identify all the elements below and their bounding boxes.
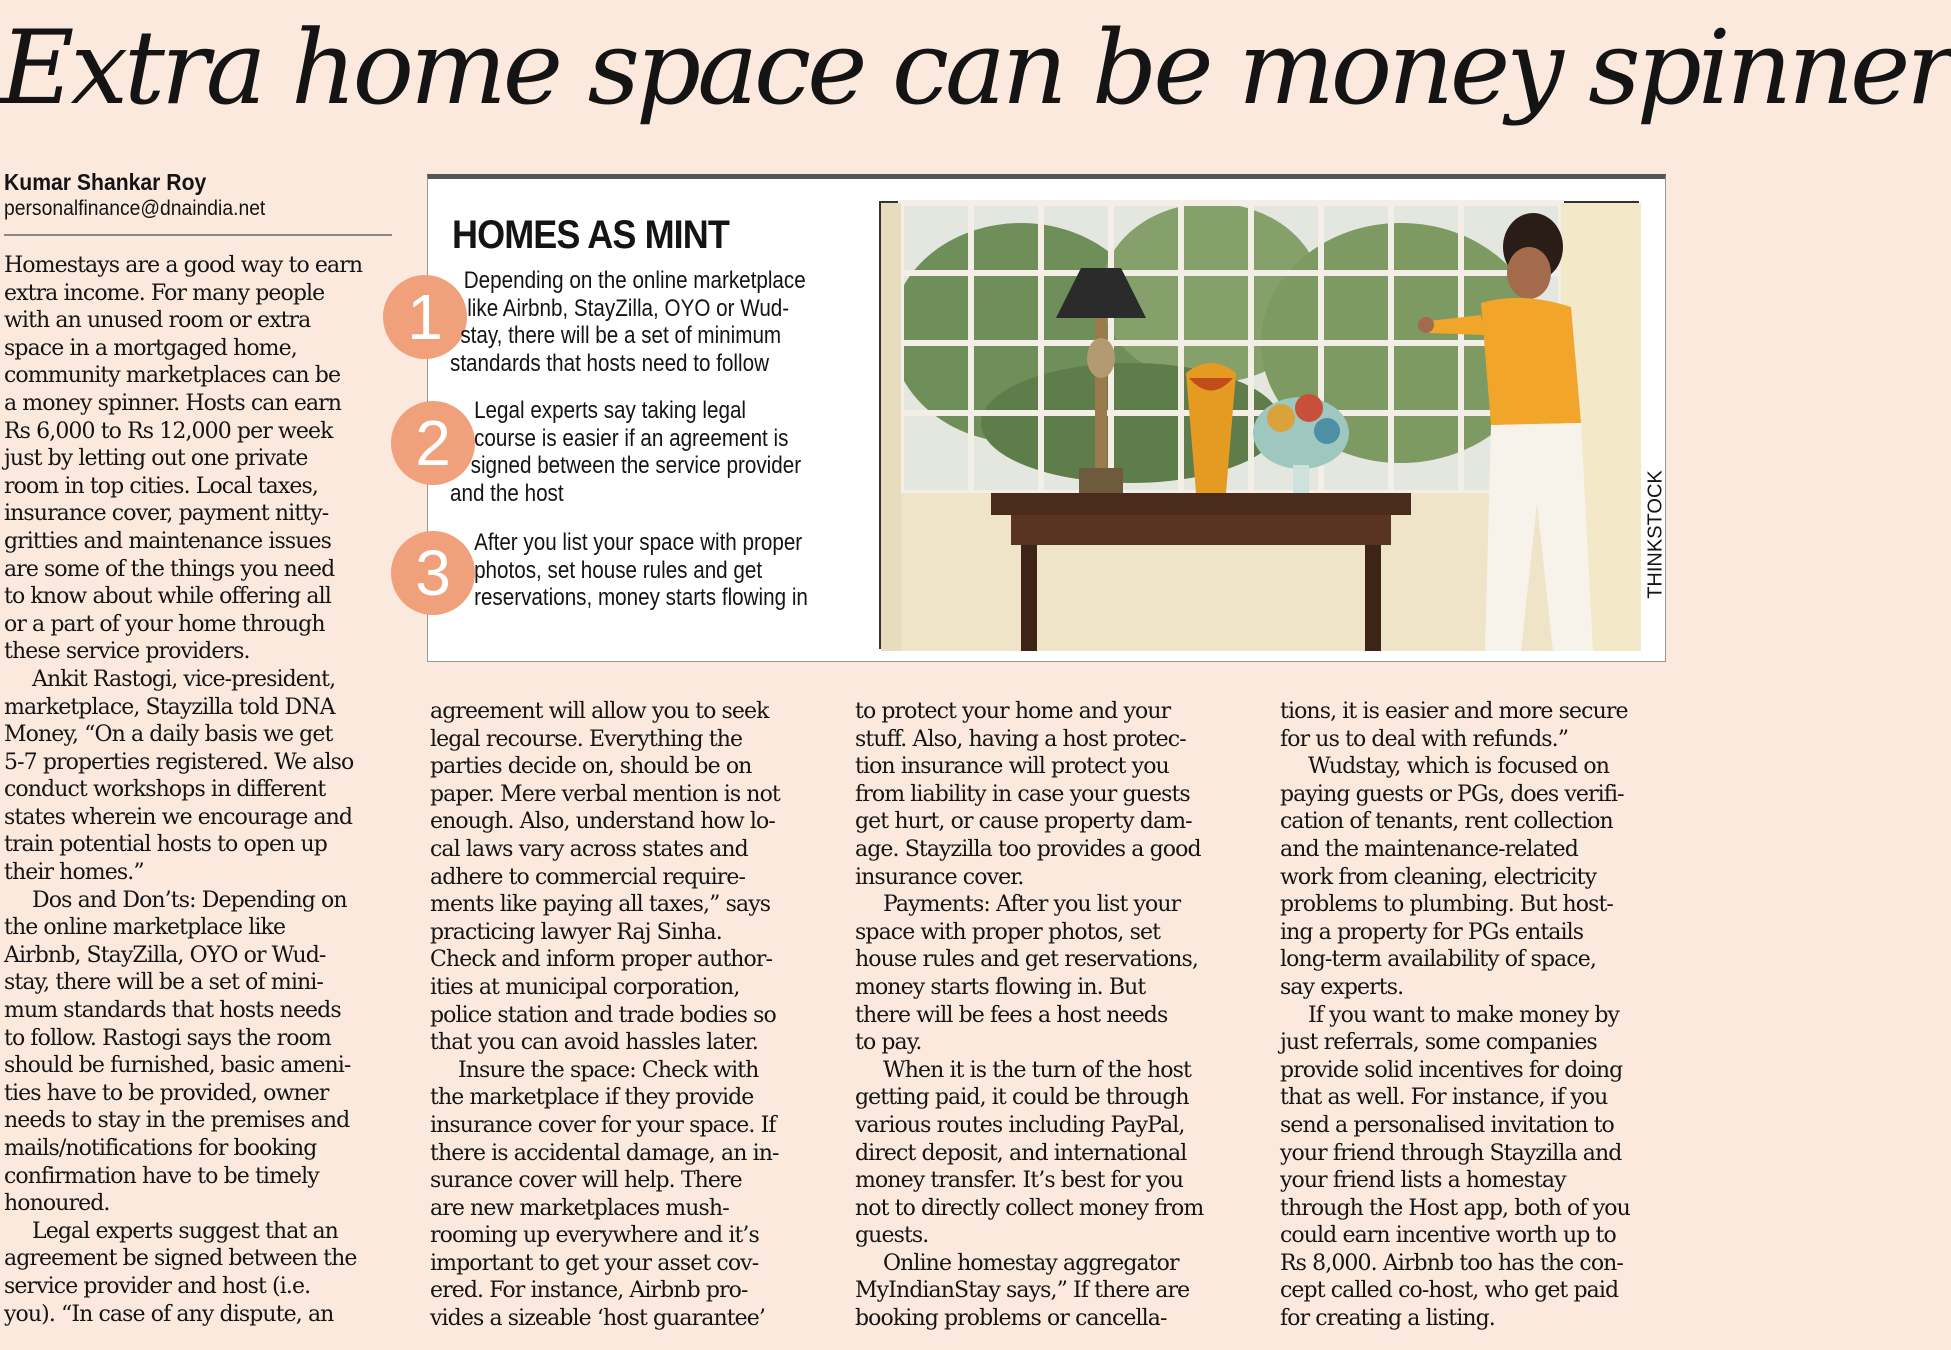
article-line: practicing lawyer Raj Sinha. bbox=[430, 919, 722, 945]
article-line: 5-7 properties registered. We also bbox=[4, 749, 354, 775]
article-line: cation of tenants, rent collection bbox=[1280, 809, 1613, 835]
box-title: HOMES AS MINT bbox=[452, 213, 729, 257]
article-line: with an unused room or extra bbox=[4, 308, 311, 334]
article-line: for creating a listing. bbox=[1280, 1306, 1495, 1332]
article-line: say experts. bbox=[1280, 974, 1404, 1000]
article-line: agreement will allow you to seek bbox=[430, 699, 769, 724]
article-line: tion insurance will protect you bbox=[855, 754, 1169, 780]
article-line: Dos and Don’ts: Depending on bbox=[32, 887, 347, 913]
article-line: to pay. bbox=[855, 1030, 922, 1056]
article-line: could earn incentive worth up to bbox=[1280, 1223, 1616, 1249]
article-line: through the Host app, both of you bbox=[1280, 1195, 1630, 1221]
article-line: Ankit Rastogi, vice-president, bbox=[32, 666, 336, 692]
article-line: important to get your asset cov- bbox=[430, 1250, 759, 1276]
article-line: Payments: After you list your bbox=[883, 892, 1181, 918]
photo-credit bbox=[1640, 419, 1666, 651]
article-line: long-term availability of space, bbox=[1280, 947, 1596, 973]
article-line: age. Stayzilla too provides a good bbox=[855, 836, 1201, 862]
article-line: from liability in case your guests bbox=[855, 781, 1190, 807]
point-2-line: Legal experts say taking legal bbox=[474, 397, 747, 424]
article-line: Homestays are a good way to earn bbox=[4, 253, 363, 278]
article-line: provide solid incentives for doing bbox=[1280, 1057, 1623, 1083]
article-line: vides a sizeable ‘host guarantee’ bbox=[430, 1306, 766, 1332]
point-2 bbox=[450, 397, 802, 507]
article-line: house rules and get reservations, bbox=[855, 947, 1198, 973]
article-line: marketplace, Stayzilla told DNA bbox=[4, 694, 335, 720]
article-line: there will be fees a host needs bbox=[855, 1002, 1168, 1028]
article-line: getting paid, it could be through bbox=[855, 1085, 1189, 1111]
article-line: not to directly collect money from bbox=[855, 1195, 1204, 1221]
article-line: Insure the space: Check with bbox=[458, 1057, 759, 1083]
article-line: mum standards that hosts needs bbox=[4, 998, 341, 1024]
point-2-line: course is easier if an agreement is bbox=[474, 424, 789, 452]
article-line: ities at municipal corporation, bbox=[430, 974, 740, 1000]
article-line: cept called co-host, who get paid bbox=[1280, 1278, 1619, 1304]
point-number-1: 1 bbox=[383, 275, 467, 359]
article-column-4 bbox=[1280, 698, 1680, 1333]
article-line: or a part of your home through bbox=[4, 611, 325, 637]
article-line: insurance cover, payment nitty- bbox=[4, 501, 329, 527]
article-line: gritties and maintenance issues bbox=[4, 528, 332, 554]
point-1-line: like Airbnb, StayZilla, OYO or Wud- bbox=[467, 294, 790, 322]
article-line: you). “In case of any dispute, an bbox=[4, 1301, 334, 1327]
article-line: needs to stay in the premises and bbox=[4, 1108, 350, 1134]
article-line: space with proper photos, set bbox=[855, 919, 1161, 945]
article-line: your friend lists a homestay bbox=[1280, 1168, 1566, 1194]
article-line: to follow. Rastogi says the room bbox=[4, 1025, 331, 1051]
article-line: When it is the turn of the host bbox=[883, 1057, 1191, 1083]
article-line: stay, there will be a set of mini- bbox=[4, 970, 323, 996]
article-line: for us to deal with refunds.” bbox=[1280, 726, 1569, 752]
article-line: the online marketplace like bbox=[4, 915, 286, 941]
article-line: confirmation have to be timely bbox=[4, 1163, 319, 1189]
article-line: money starts flowing in. But bbox=[855, 974, 1146, 1000]
article-line: train potential hosts to open up bbox=[4, 832, 327, 858]
article-line: community marketplaces can be bbox=[4, 363, 341, 389]
point-1-line: standards that hosts need to follow bbox=[450, 349, 769, 377]
article-line: there is accidental damage, an in- bbox=[430, 1140, 779, 1166]
article-line: are some of the things you need bbox=[4, 556, 335, 582]
point-1 bbox=[450, 267, 806, 377]
article-line: parties decide on, should be on bbox=[430, 754, 752, 780]
article-line: insurance cover for your space. If bbox=[430, 1112, 776, 1138]
article-line: Airbnb, StayZilla, OYO or Wud- bbox=[4, 942, 326, 968]
article-line: their homes.” bbox=[4, 860, 144, 886]
article-line: to protect your home and your bbox=[855, 699, 1171, 724]
article-line: rooming up everywhere and it’s bbox=[430, 1223, 759, 1249]
article-line: room in top cities. Local taxes, bbox=[4, 473, 318, 499]
article-line: tions, it is easier and more secure bbox=[1280, 699, 1628, 724]
article-line: surance cover will help. There bbox=[430, 1168, 742, 1194]
article-line: various routes including PayPal, bbox=[855, 1112, 1185, 1138]
article-line: cal laws vary across states and bbox=[430, 836, 748, 862]
article-line: MyIndianStay says,” If there are bbox=[855, 1278, 1190, 1304]
article-line: guests. bbox=[855, 1223, 929, 1249]
author-email[interactable]: personalfinance@dnaindia.net bbox=[4, 197, 266, 220]
point-3-line: reservations, money starts flowing in bbox=[474, 584, 808, 612]
byline bbox=[4, 168, 394, 222]
article-line: that you can avoid hassles later. bbox=[430, 1030, 758, 1056]
article-line: Money, “On a daily basis we get bbox=[4, 722, 333, 748]
article-line: stuff. Also, having a host protec- bbox=[855, 726, 1186, 752]
point-number-3: 3 bbox=[391, 531, 475, 615]
article-line: that as well. For instance, if you bbox=[1280, 1085, 1608, 1111]
point-3-line: photos, set house rules and get bbox=[474, 556, 763, 584]
article-line: honoured. bbox=[4, 1191, 110, 1217]
article-line: paper. Mere verbal mention is not bbox=[430, 781, 780, 807]
article-line: states wherein we encourage and bbox=[4, 804, 353, 830]
article-line: Check and inform proper author- bbox=[430, 947, 773, 973]
headline: Extra home space can be money spinner bbox=[0, 9, 1951, 128]
article-line: booking problems or cancella- bbox=[855, 1306, 1167, 1332]
article-line: conduct workshops in different bbox=[4, 777, 326, 803]
point-3 bbox=[450, 529, 808, 612]
article-line: ments like paying all taxes,” says bbox=[430, 892, 771, 918]
point-2-line: signed between the service provider bbox=[470, 452, 802, 480]
byline-divider bbox=[4, 234, 392, 236]
article-line: direct deposit, and international bbox=[855, 1140, 1187, 1166]
article-line: ties have to be provided, owner bbox=[4, 1080, 329, 1106]
article-line: the marketplace if they provide bbox=[430, 1085, 754, 1111]
article-line: Online homestay aggregator bbox=[883, 1250, 1179, 1276]
article-line: service provider and host (i.e. bbox=[4, 1273, 311, 1299]
article-line: send a personalised invitation to bbox=[1280, 1112, 1614, 1138]
article-line: If you want to make money by bbox=[1308, 1002, 1620, 1028]
point-1-line: stay, there will be a set of minimum bbox=[460, 322, 782, 350]
article-line: extra income. For many people bbox=[4, 280, 325, 306]
article-line: adhere to commercial require- bbox=[430, 864, 746, 890]
point-3-line: After you list your space with proper bbox=[474, 529, 803, 556]
article-line: should be furnished, basic ameni- bbox=[4, 1053, 351, 1079]
article-line: police station and trade bodies so bbox=[430, 1002, 776, 1028]
point-number-2: 2 bbox=[391, 401, 475, 485]
article-line: legal recourse. Everything the bbox=[430, 726, 743, 752]
article-column-1 bbox=[4, 252, 404, 1328]
article-line: are new marketplaces mush- bbox=[430, 1195, 729, 1221]
article-line: work from cleaning, electricity bbox=[1280, 864, 1597, 890]
article-line: get hurt, or cause property dam- bbox=[855, 809, 1192, 835]
article-line: ing a property for PGs entails bbox=[1280, 919, 1584, 945]
article-line: agreement be signed between the bbox=[4, 1246, 357, 1272]
article-line: to know about while offering all bbox=[4, 584, 331, 610]
article-column-3 bbox=[855, 698, 1255, 1333]
article-line: mails/notifications for booking bbox=[4, 1136, 317, 1161]
author-name: Kumar Shankar Roy bbox=[4, 169, 207, 195]
article-line: and the maintenance-related bbox=[1280, 836, 1578, 862]
point-1-line: Depending on the online marketplace bbox=[463, 267, 806, 294]
point-2-line: and the host bbox=[450, 479, 564, 507]
photo-credit-text: THINKSTOCK bbox=[1644, 470, 1667, 599]
article-line: just by letting out one private bbox=[4, 446, 308, 472]
article-line: money transfer. It’s best for you bbox=[855, 1168, 1183, 1194]
article-line: just referrals, some companies bbox=[1280, 1030, 1597, 1056]
article-line: a money spinner. Hosts can earn bbox=[4, 390, 342, 416]
article-line: space in a mortgaged home, bbox=[4, 335, 297, 361]
article-line: Rs 6,000 to Rs 12,000 per week bbox=[4, 418, 333, 444]
photo-woman-at-window bbox=[879, 201, 1639, 649]
article-line: these service providers. bbox=[4, 639, 250, 665]
article-line: Legal experts suggest that an bbox=[32, 1218, 338, 1244]
article-line: your friend through Stayzilla and bbox=[1280, 1140, 1622, 1166]
window-room-illustration bbox=[881, 203, 1641, 651]
article-line: Wudstay, which is focused on bbox=[1308, 754, 1610, 780]
article-column-2 bbox=[430, 698, 830, 1333]
article-line: insurance cover. bbox=[855, 864, 1024, 890]
article-line: ered. For instance, Airbnb pro- bbox=[430, 1278, 748, 1304]
article-line: enough. Also, understand how lo- bbox=[430, 809, 775, 835]
article-line: Rs 8,000. Airbnb too has the con- bbox=[1280, 1250, 1623, 1276]
article-line: paying guests or PGs, does verifi- bbox=[1280, 781, 1624, 807]
homes-as-mint-box bbox=[407, 174, 1667, 662]
article-line: problems to plumbing. But host- bbox=[1280, 892, 1613, 918]
